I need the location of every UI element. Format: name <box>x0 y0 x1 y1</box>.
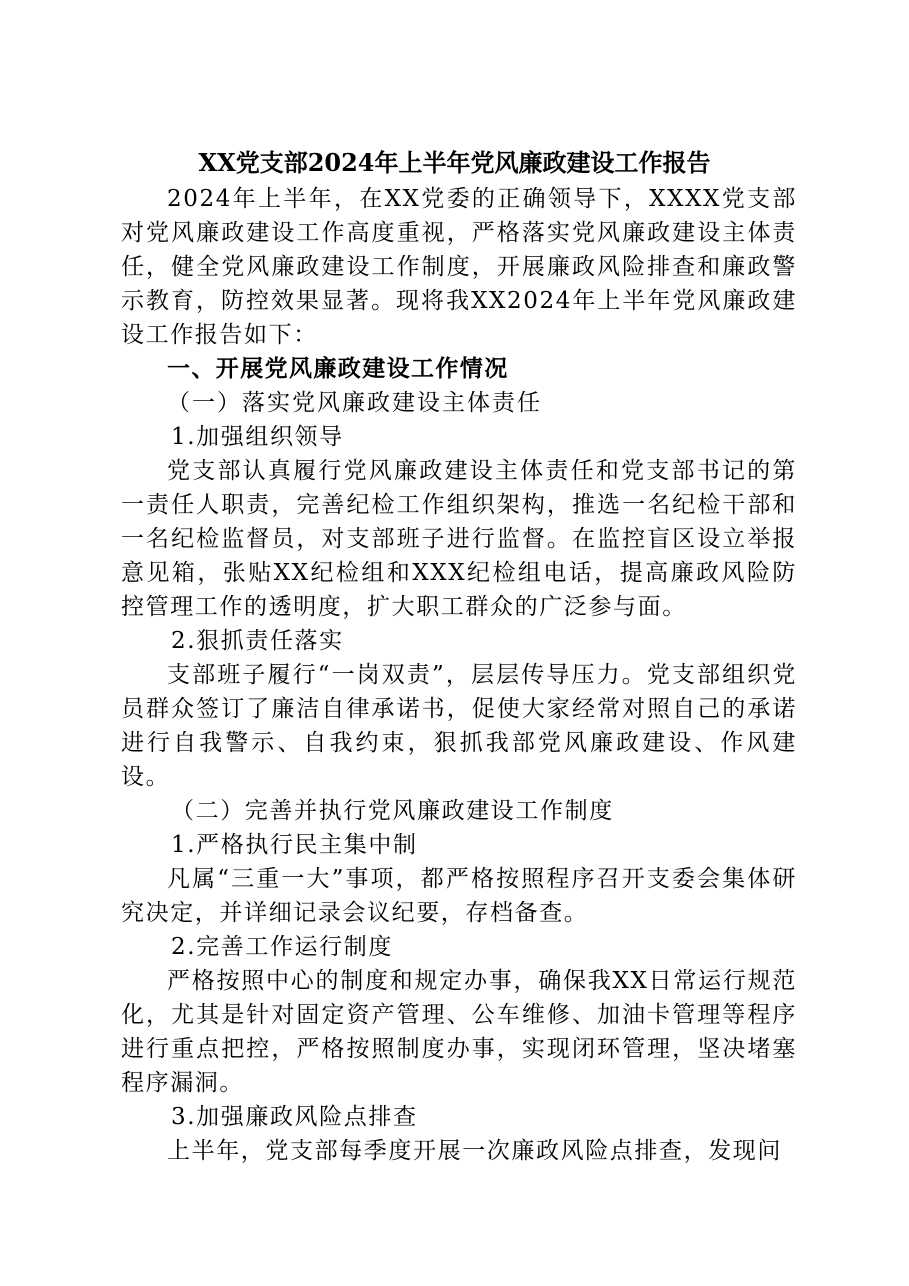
document-body <box>121 182 797 1168</box>
document-title: XX党支部2024年上半年党风廉政建设工作报告 <box>198 148 711 177</box>
item-heading: 2.狠抓责任落实 <box>171 628 344 654</box>
body-paragraph: 严格按照中心的制度和规定办事，确保我XX日常运行规范化，尤其是针对固定资产管理、公车维修、加油卡管理等程序进行重点把控，严格按照制度办事，实现闭环管理，坚决堵塞程序漏洞。 <box>121 968 797 1096</box>
body-paragraph: 支部班子履行“一岗双责”，层层传导压力。党支部组织党员群众签订了廉洁自律承诺书，促使大家经常对照自己的承诺进行自我警示、自我约束，狠抓我部党风廉政建设、作风建设。 <box>121 662 797 790</box>
body-paragraph: 上半年，党支部每季度开展一次廉政风险点排查，发现问 <box>167 1138 782 1164</box>
item-heading: 3.加强廉政风险点排查 <box>171 1104 418 1130</box>
body-paragraph: 党支部认真履行党风廉政建设主体责任和党支部书记的第一责任人职责，完善纪检工作组织架构，推选一名纪检干部和一名纪检监督员，对支部班子进行监督。在监控盲区设立举报意见箱，张贴XX纪检组和XXX纪检组电话，提高廉政风险防控管理工作的透明度，扩大职工群众的广泛参与面。 <box>121 458 797 620</box>
intro-paragraph: 2024年上半年，在XX党委的正确领导下，XXXX党支部对党风廉政建设工作高度重视，严格落实党风廉政建设主体责任，健全党风廉政建设工作制度，开展廉政风险排查和廉政警示教育，防控效果显著。现将我XX2024年上半年党风廉政建设工作报告如下： <box>121 186 797 348</box>
item-heading: 1.严格执行民主集中制 <box>171 832 418 858</box>
body-paragraph: 凡属“三重一大”事项，都严格按照程序召开支委会集体研究决定，并详细记录会议纪要，存档备查。 <box>121 866 797 926</box>
item-heading: 1.加强组织领导 <box>171 424 344 450</box>
subsection-heading-1: （一）落实党风廉政建设主体责任 <box>167 390 542 416</box>
item-heading: 2.完善工作运行制度 <box>171 934 393 960</box>
section-heading-1: 一、开展党风廉政建设工作情况 <box>167 355 509 382</box>
subsection-heading-2: （二）完善并执行党风廉政建设工作制度 <box>171 798 614 824</box>
